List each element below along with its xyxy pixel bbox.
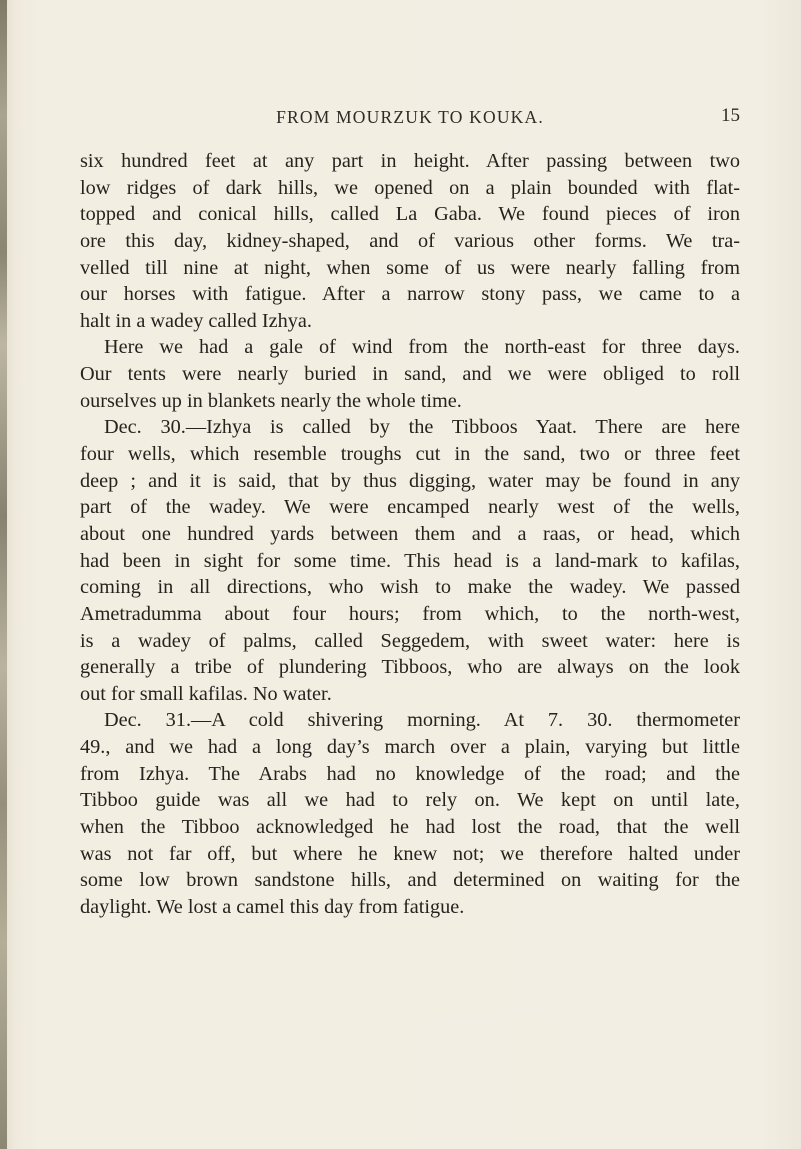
text-line: Tibboo guide was all we had to rely on. We kept on until late, bbox=[80, 789, 740, 812]
text-line: ore this day, kidney-shaped, and of various other forms. We tra- bbox=[80, 229, 740, 252]
text-line: is a wadey of palms, called Seggedem, with sweet water: here is bbox=[80, 629, 740, 652]
page-number: 15 bbox=[721, 105, 740, 126]
text-line: topped and conical hills, called La Gaba. We found pieces of iron bbox=[80, 203, 740, 226]
text-line: ourselves up in blankets nearly the whole time. bbox=[80, 389, 462, 412]
text-line: low ridges of dark hills, we opened on a plain bounded with flat- bbox=[80, 176, 740, 199]
text-line: Our tents were nearly buried in sand, and we were obliged to roll bbox=[80, 363, 740, 386]
text-line: generally a tribe of plundering Tibboos, who are always on the look bbox=[80, 656, 740, 679]
text-line: four wells, which resemble troughs cut in the sand, two or three feet bbox=[80, 443, 740, 466]
text-line: six hundred feet at any part in height. After passing between two bbox=[80, 150, 740, 172]
text-line: when the Tibboo acknowledged he had lost the road, that the well bbox=[80, 816, 740, 839]
page-binding-edge bbox=[0, 0, 7, 1149]
text-line: deep ; and it is said, that by thus digging, water may be found in any bbox=[80, 469, 740, 492]
running-head: FROM MOURZUK TO KOUKA. bbox=[276, 107, 544, 127]
text-line: about one hundred yards between them and a raas, or head, which bbox=[80, 522, 740, 545]
text-line: 49., and we had a long day’s march over a plain, varying but little bbox=[80, 736, 740, 759]
text-line: our horses with fatigue. After a narrow stony pass, we came to a bbox=[80, 283, 740, 306]
text-line: Here we had a gale of wind from the north-east for three days. bbox=[104, 336, 740, 359]
text-line: out for small kafilas. No water. bbox=[80, 682, 332, 705]
text-line: daylight. We lost a camel this day from fatigue. bbox=[80, 895, 465, 918]
body-text bbox=[80, 148, 740, 921]
text-line: coming in all directions, who wish to make the wadey. We passed bbox=[80, 576, 740, 599]
text-line: Dec. 31.—A cold shivering morning. At 7. 30. thermometer bbox=[104, 709, 740, 732]
page-header bbox=[80, 103, 740, 133]
text-line: from Izhya. The Arabs had no knowledge of the road; and the bbox=[80, 762, 740, 785]
text-line: Ametradumma about four hours; from which, to the north-west, bbox=[80, 602, 740, 625]
text-line: some low brown sandstone hills, and determined on waiting for the bbox=[80, 869, 740, 892]
text-line: part of the wadey. We were encamped nearly west of the wells, bbox=[80, 496, 740, 519]
text-line: halt in a wadey called Izhya. bbox=[80, 309, 312, 332]
text-line: was not far off, but where he knew not; we therefore halted under bbox=[80, 842, 740, 865]
text-line: velled till nine at night, when some of us were nearly falling from bbox=[80, 256, 740, 279]
text-line: Dec. 30.—Izhya is called by the Tibboos Yaat. There are here bbox=[104, 416, 740, 439]
text-line: had been in sight for some time. This head is a land-mark to kafilas, bbox=[80, 549, 740, 572]
